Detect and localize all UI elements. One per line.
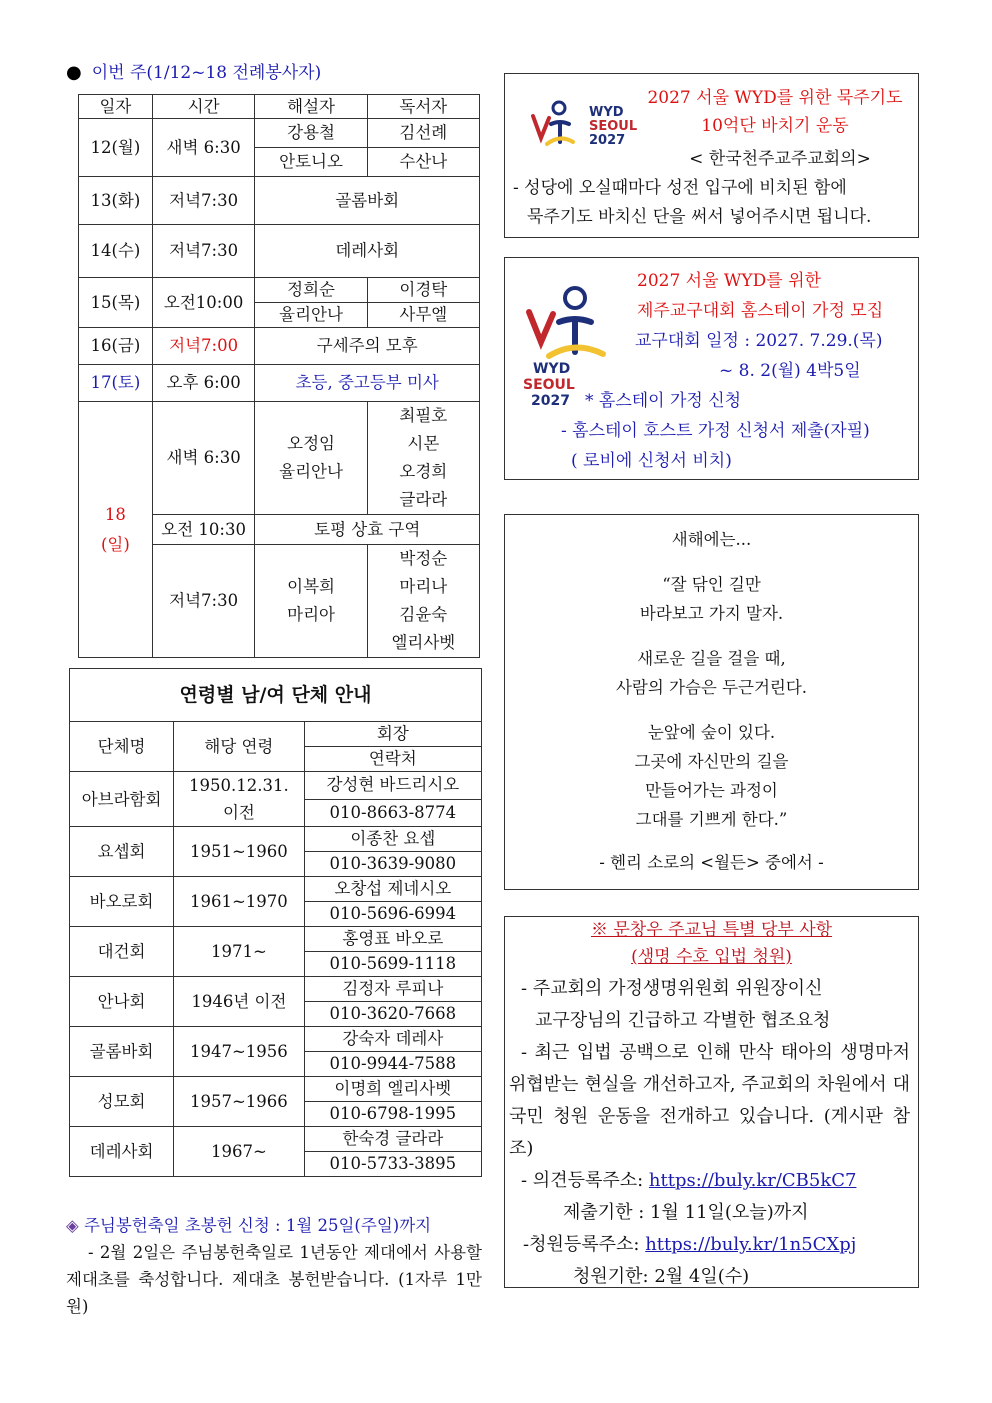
poem-line: 사람의 가슴은 두근거린다.	[615, 678, 808, 697]
groups-table	[69, 668, 482, 1177]
group-age-line: 1957~1966	[189, 1091, 288, 1111]
bishop-paragraph: 교구장님의 긴급하고 각별한 협조요청	[535, 1010, 831, 1031]
wyd-prayer-subtitle: 10억단 바치기 운동	[701, 116, 849, 136]
group-cell: 토평 상효 구역	[255, 515, 480, 545]
table-row	[79, 177, 480, 225]
group-leader: 김정자 루피나	[304, 977, 481, 1002]
wyd-logo-large	[523, 282, 623, 409]
reader-baptismal: 수산나	[367, 148, 479, 177]
group-phone: 010-8663-8774	[304, 799, 481, 827]
wyd-prayer-body	[513, 174, 871, 232]
group-age	[174, 1077, 305, 1127]
groups-title: 연령별 남/여 단체 안내	[70, 669, 482, 722]
table-row	[70, 927, 482, 952]
table-row	[70, 977, 482, 1002]
group-leader: 강숙자 데레사	[304, 1027, 481, 1052]
group-age-line: 1947~1956	[189, 1041, 288, 1061]
group-age-line: 1946년 이전	[191, 991, 287, 1011]
commentator-baptismal: 마리아	[287, 605, 335, 624]
reader-name: 박정순	[399, 549, 448, 568]
table-row	[70, 772, 482, 800]
table-header-row	[79, 95, 480, 119]
groups-body	[70, 772, 482, 1177]
header-date: 일자	[79, 95, 153, 119]
group-age	[174, 827, 305, 877]
date-cell-sunday	[79, 402, 153, 658]
group-age-line: 1971~	[210, 941, 267, 961]
wyd-logo	[527, 94, 637, 154]
poem-heading: 새해에는...	[671, 530, 752, 549]
homestay-apply-item: - 홈스테이 호스트 가정 신청서 제출(자필)	[561, 421, 870, 441]
reader-name: 김선례	[367, 119, 479, 148]
group-cell: 구세주의 모후	[255, 328, 480, 365]
wyd-prayer-organization: < 한국천주교주교회의>	[689, 149, 871, 169]
groups-title-row	[70, 669, 482, 722]
time-cell: 오전10:00	[152, 278, 255, 328]
logo-year-text: 2027	[589, 133, 626, 148]
homestay-apply-note: ( 로비에 신청서 비치)	[571, 451, 732, 471]
group-age	[174, 927, 305, 977]
table-row	[79, 119, 480, 148]
group-phone: 010-3620-7668	[304, 1002, 481, 1027]
group-leader: 이명희 엘리사벳	[304, 1077, 481, 1102]
group-phone: 010-5699-1118	[304, 952, 481, 977]
date-cell: 12(월)	[79, 119, 153, 177]
homestay-subtitle: 제주교구대회 홈스테이 가정 모집	[637, 301, 884, 321]
wyd-rosary-box	[504, 73, 919, 238]
table-row	[70, 1027, 482, 1052]
group-age-line: 이전	[222, 803, 255, 822]
offering-notice	[66, 1212, 482, 1320]
header-commentator: 해설자	[255, 95, 367, 119]
wyd-prayer-heading	[635, 84, 915, 140]
poem-line: “잘 닦인 길만	[662, 575, 761, 594]
offering-title: 주님봉헌축일 초봉헌 신청 : 1월 25일(주일)까지	[83, 1216, 432, 1235]
bishop-request-box	[504, 916, 919, 1288]
bishop-body	[505, 971, 918, 1293]
commentator-baptismal: 율리안나	[279, 462, 343, 481]
poem-content	[505, 515, 918, 877]
group-phone: 010-3639-9080	[304, 852, 481, 877]
group-age	[174, 977, 305, 1027]
homestay-application	[561, 386, 870, 476]
commentator-name: 정희순	[255, 278, 367, 303]
group-age-line: 1967~	[210, 1141, 267, 1161]
bishop-subtitle: (생명 수호 입법 청원)	[631, 947, 792, 967]
date-cell: 14(수)	[79, 225, 153, 278]
bullet-icon: ●	[66, 62, 82, 83]
group-cell: 데레사회	[255, 225, 480, 278]
table-row	[79, 365, 480, 402]
petition-deadline: 청원기한: 2월 4일(수)	[573, 1266, 750, 1287]
date-cell: 16(금)	[79, 328, 153, 365]
header-age: 해당 연령	[174, 722, 305, 772]
group-name: 안나회	[70, 977, 174, 1027]
group-leader: 한숙경 글라라	[304, 1127, 481, 1152]
table-row	[70, 877, 482, 902]
bishop-heading	[505, 917, 918, 971]
header-leader: 회장	[304, 722, 481, 747]
header-time: 시간	[152, 95, 255, 119]
group-age-line: 1961~1970	[189, 891, 288, 911]
sunday-day-label: (일)	[100, 534, 130, 554]
commentator-name: 이복희	[287, 577, 335, 596]
group-age	[174, 772, 305, 827]
table-row	[79, 278, 480, 303]
wyd-logo-icon	[523, 282, 623, 362]
bishop-paragraph: - 주교회의 가정생명위원회 위원장이신	[521, 978, 823, 999]
reader-baptismal: 마리나	[399, 577, 448, 596]
group-age-line: 1950.12.31.	[189, 776, 289, 795]
reader-baptismal: 사무엘	[367, 303, 479, 328]
group-phone: 010-6798-1995	[304, 1102, 481, 1127]
group-name: 대건회	[70, 927, 174, 977]
poem-source: - 헨리 소로의 <월든> 중에서 -	[599, 853, 824, 872]
wyd-prayer-body-line: - 성당에 오실때마다 성전 입구에 비치된 함에	[513, 178, 847, 198]
time-cell: 오전 10:30	[152, 515, 255, 545]
table-row	[70, 1127, 482, 1152]
logo-seoul-text: SEOUL	[589, 119, 638, 134]
offering-title-line	[66, 1212, 482, 1239]
table-row	[79, 402, 480, 515]
homestay-apply-heading: * 홈스테이 가정 신청	[585, 391, 742, 411]
time-cell: 새벽 6:30	[152, 402, 255, 515]
wyd-homestay-box	[504, 257, 919, 480]
bishop-title: ※ 문창우 주교님 특별 당부 사항	[590, 920, 833, 940]
date-cell: 13(화)	[79, 177, 153, 225]
group-leader: 강성현 바드리시오	[304, 772, 481, 800]
homestay-schedule-start: 교구대회 일정 : 2027. 7.29.(목)	[635, 331, 883, 351]
time-cell: 저녁7:30	[152, 177, 255, 225]
group-age-line: 1951~1960	[189, 841, 288, 861]
commentator-name: 강용철	[255, 119, 367, 148]
time-cell: 새벽 6:30	[152, 119, 255, 177]
reader-cell	[367, 402, 479, 515]
poem-line: 그대를 기쁘게 한다.”	[635, 810, 788, 829]
time-cell: 오후 6:00	[152, 365, 255, 402]
group-name: 데레사회	[70, 1127, 174, 1177]
date-cell-saturday: 17(토)	[79, 365, 153, 402]
homestay-title: 2027 서울 WYD를 위한	[637, 271, 821, 291]
time-cell-highlight: 저녁7:00	[152, 328, 255, 365]
group-age	[174, 1027, 305, 1077]
table-row	[70, 1077, 482, 1102]
logo-seoul-text: SEOUL	[523, 377, 575, 393]
group-name: 아브라함회	[70, 772, 174, 827]
poem-line: 그곳에 자신만의 길을	[634, 752, 789, 771]
homestay-heading	[637, 266, 883, 326]
group-phone: 010-9944-7588	[304, 1052, 481, 1077]
reader-baptismal: 엘리사벳	[391, 633, 456, 652]
table-header-row	[70, 722, 482, 747]
group-age	[174, 877, 305, 927]
group-leader: 이종찬 요셉	[304, 827, 481, 852]
schedule-title-text: 이번 주(1/12~18 전례봉사자)	[91, 63, 322, 83]
bishop-paragraph: - 최근 입법 공백으로 인해 만삭 태아의 생명마저 위협받는 현실을 개선하고자, 주교회의 차원에서 대국민 청원 운동을 전개하고 있습니다. (게시판 참조)	[509, 1042, 910, 1159]
commentator-name: 오정임	[287, 434, 335, 453]
petition-line	[509, 1229, 910, 1261]
table-row	[70, 827, 482, 852]
wyd-prayer-body-line: 묵주기도 바치신 단을 써서 넣어주시면 됩니다.	[527, 207, 872, 227]
commentator-baptismal: 율리안나	[255, 303, 367, 328]
homestay-schedule	[635, 326, 882, 386]
header-group-name: 단체명	[70, 722, 174, 772]
group-leader: 오창섭 제네시오	[304, 877, 481, 902]
homestay-schedule-end: ~ 8. 2(월) 4박5일	[719, 361, 861, 381]
poem-line: 눈앞에 숲이 있다.	[647, 723, 776, 742]
opinion-link[interactable]: https://buly.kr/CB5kC7	[648, 1170, 857, 1191]
group-phone: 010-5696-6994	[304, 902, 481, 927]
petition-label: -청원등록주소:	[523, 1234, 646, 1255]
schedule-title	[66, 58, 321, 83]
group-name: 요셉회	[70, 827, 174, 877]
group-name: 바오로회	[70, 877, 174, 927]
header-contact: 연락처	[304, 747, 481, 772]
group-cell: 골롬바회	[255, 177, 480, 225]
time-cell: 저녁7:30	[152, 225, 255, 278]
reader-name: 이경탁	[367, 278, 479, 303]
offering-body: - 2월 2일은 주님봉헌축일로 1년동안 제대에서 사용할 제대초를 축성합니다. 제대초 봉헌받습니다. (1자루 1만원)	[66, 1243, 482, 1316]
logo-wyd-text: WYD	[589, 105, 624, 120]
commentator-baptismal: 안토니오	[255, 148, 367, 177]
opinion-line	[509, 1165, 910, 1197]
opinion-deadline: 제출기한 : 1월 11일(오늘)까지	[563, 1202, 809, 1223]
logo-wyd-text: WYD	[533, 361, 571, 377]
commentator-cell	[255, 402, 367, 515]
diamond-bullet-icon: ◈	[66, 1216, 79, 1235]
wyd-prayer-title: 2027 서울 WYD를 위한 묵주기도	[647, 88, 903, 108]
poem-line: 바라보고 가지 말자.	[639, 604, 784, 623]
group-leader: 홍영표 바오로	[304, 927, 481, 952]
header-reader: 독서자	[367, 95, 479, 119]
sunday-date-number: 18	[104, 504, 126, 524]
reader-name: 최필호	[399, 406, 448, 425]
reader-cell	[367, 545, 479, 658]
reader-baptismal: 글라라	[399, 490, 448, 509]
group-age	[174, 1127, 305, 1177]
reader-baptismal: 시몬	[407, 434, 440, 453]
reader-name: 김윤숙	[399, 605, 448, 624]
poem-line: 만들어가는 과정이	[645, 781, 778, 800]
logo-year-text: 2027	[531, 393, 570, 409]
table-row	[79, 225, 480, 278]
reader-name: 오경희	[399, 462, 448, 481]
table-row	[79, 328, 480, 365]
poem-line: 새로운 길을 걸을 때,	[637, 649, 786, 668]
date-cell: 15(목)	[79, 278, 153, 328]
group-name: 성모회	[70, 1077, 174, 1127]
group-name: 골롬바회	[70, 1027, 174, 1077]
commentator-cell	[255, 545, 367, 658]
group-cell-youth-mass: 초등, 중고등부 미사	[255, 365, 480, 402]
schedule-table	[78, 94, 480, 658]
petition-link[interactable]: https://buly.kr/1n5CXpj	[645, 1234, 857, 1255]
new-year-poem-box	[504, 514, 919, 890]
group-phone: 010-5733-3895	[304, 1152, 481, 1177]
time-cell: 저녁7:30	[152, 545, 255, 658]
opinion-label: - 의견등록주소:	[521, 1170, 649, 1191]
